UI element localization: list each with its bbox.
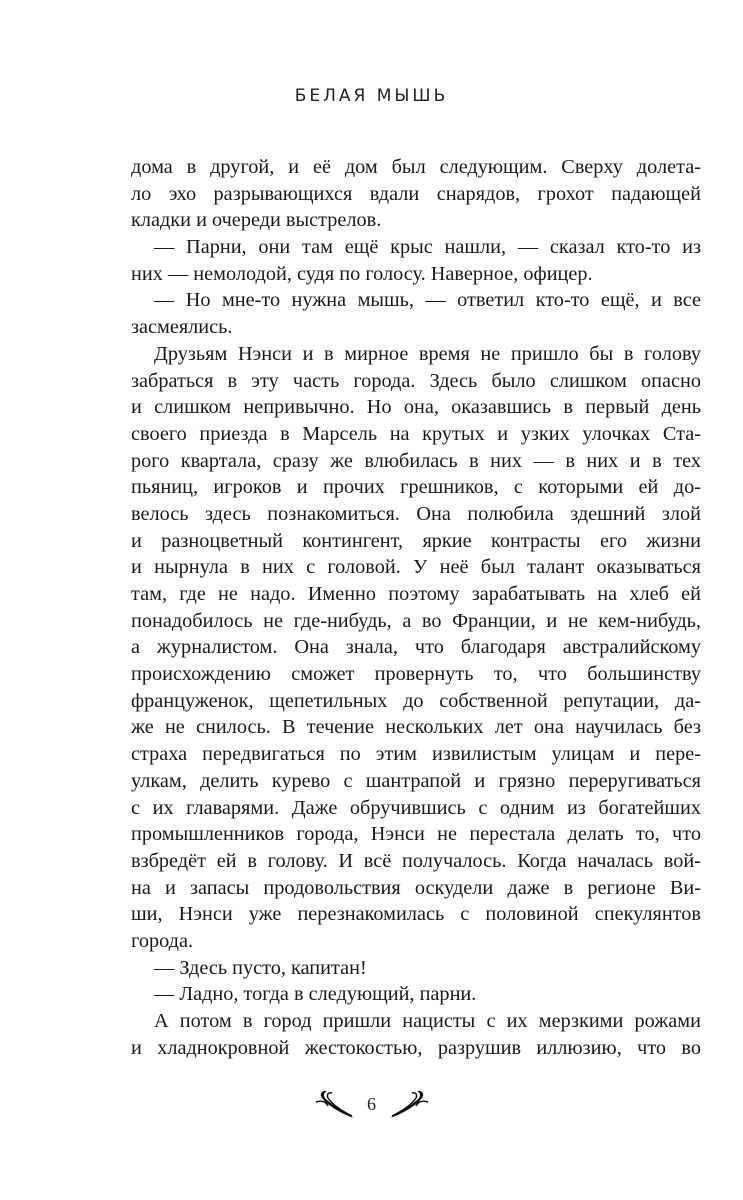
page-number: 6 [367, 1093, 376, 1114]
text-line: там, где не надо. Именно поэтому зарабатывать на хлеб ей [131, 583, 701, 605]
text-line: а журналистом. Она знала, что благодаря австралийскому [131, 636, 701, 659]
text-line: же не снилось. В течение нескольких лет она научилась без [131, 716, 701, 739]
text-line: взбредёт ей в голову. И всё получалось. Когда началась вой- [131, 849, 701, 872]
text-line: — Но мне-то нужна мышь, — ответил кто-то ещё, и все [154, 289, 701, 312]
text-line: француженок, щепетильных до собственной репутации, да- [131, 689, 701, 712]
text-line: — Здесь пусто, капитан! [154, 956, 367, 979]
text-line: на и запасы продовольствия оскудели даже в регионе Ви- [131, 876, 701, 899]
text-line: Друзьям Нэнси и в мирное время не пришло бы в голову [154, 342, 701, 365]
text-line: происхождению сможет провернуть то, что большинству [131, 663, 701, 686]
text-line: А потом в город пришли нацисты с их мерзкими рожами [154, 1010, 701, 1032]
text-line: своего приезда в Марсель на крутых и узких улочках Ста- [131, 422, 701, 445]
text-line: них — немолодой, судя по голосу. Наверное, офицер. [131, 262, 593, 285]
text-line: с их главарями. Даже обручившись с одним из богатейших [131, 796, 701, 819]
ornament-right-icon [388, 1088, 430, 1120]
text-line: забраться в эту часть города. Здесь было слишком опасно [131, 369, 701, 392]
text-line: города. [131, 929, 194, 952]
body-text [131, 154, 701, 1061]
text-line: рого квартала, сразу же влюбилась в них — в них и в тех [131, 449, 701, 472]
page-footer [0, 1088, 743, 1120]
text-line: и слишком непривычно. Но она, оказавшись в первый день [131, 396, 701, 419]
ornament-left-icon [314, 1088, 356, 1120]
text-line: и нырнула в них с головой. У неё был талант оказываться [131, 556, 701, 579]
text-line: засмеялись. [131, 316, 233, 339]
text-line: понадобилось не где-нибудь, а во Франции, и не кем-нибудь, [131, 609, 701, 632]
text-line: пьяниц, игроков и прочих грешников, с которыми ей до- [131, 476, 701, 499]
text-line: дома в другой, и её дом был следующим. Сверху долета- [131, 156, 701, 178]
text-line: страха передвигаться по этим извилистым улицам и пере- [131, 743, 701, 766]
text-line: — Парни, они там ещё крыс нашли, — сказал кто-то из [154, 236, 701, 259]
text-line: кладки и очереди выстрелов. [131, 209, 382, 232]
text-line: и разноцветный контингент, яркие контрасты его жизни [131, 529, 701, 552]
text-line: ло эхо разрывающихся вдали снарядов, грохот падающей [131, 182, 701, 205]
text-line: и хладнокровной жестокостью, разрушив иллюзию, что во [131, 1036, 701, 1059]
text-line: промышленников города, Нэнси не перестала делать то, что [131, 823, 701, 846]
text-line: ши, Нэнси уже перезнакомилась с половиной спекулянтов [131, 903, 701, 926]
text-line: — Ладно, тогда в следующий, парни. [154, 983, 477, 1006]
text-line: улкам, делить курево с шантрапой и грязно переругиваться [131, 769, 701, 792]
text-line: велось здесь познакомиться. Она полюбила здешний злой [131, 502, 701, 525]
running-header: БЕЛАЯ МЫШЬ [294, 86, 449, 106]
